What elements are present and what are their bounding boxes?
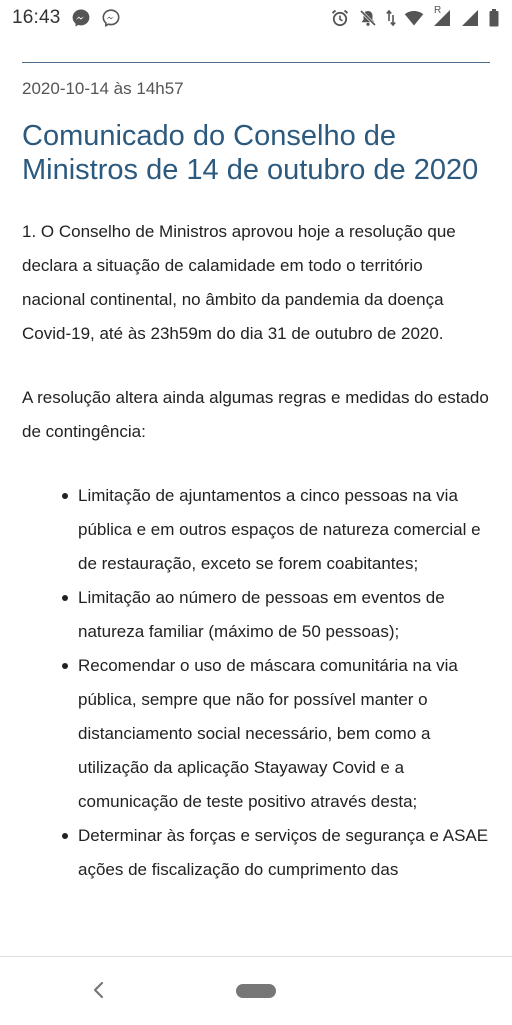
roaming-label: R: [434, 5, 442, 16]
signal-icon: [460, 8, 480, 28]
status-right: [330, 5, 500, 28]
measures-list: [22, 479, 490, 887]
list-item: Limitação de ajuntamentos a cinco pessoas na via pública e em outros espaços de natureza comercial e de restauração, exceto se forem coabitantes;: [62, 479, 490, 581]
roaming-signal-icon: [432, 5, 452, 28]
list-item: Recomendar o uso de máscara comunitária na via pública, sempre que não for possível manter o distanciamento social necessário, bem como a utilização da aplicação Stayaway Covid e a comunicação de teste positivo através desta;: [62, 649, 490, 819]
article-title: Comunicado do Conselho de Ministros de 14 de outubro de 2020: [22, 120, 479, 186]
navigation-bar: [0, 956, 512, 1025]
home-pill-button[interactable]: [236, 984, 276, 998]
back-icon[interactable]: [88, 979, 110, 1001]
article-date: 2020-10-14 às 14h57: [22, 79, 184, 98]
battery-icon: [488, 8, 500, 28]
status-bar: [0, 0, 512, 36]
list-item: Limitação ao número de pessoas em eventos de natureza familiar (máximo de 50 pessoas);: [62, 581, 490, 649]
mute-icon: [358, 8, 378, 28]
messenger-icon: [71, 8, 91, 28]
status-left: [12, 7, 121, 29]
list-item: Determinar às forças e serviços de segurança e ASAE ações de fiscalização do cumprimento das: [62, 819, 490, 887]
messenger-outline-icon: [101, 8, 121, 28]
alarm-icon: [330, 8, 350, 28]
article-paragraph: A resolução altera ainda algumas regras e medidas do estado de contingência:: [22, 388, 489, 441]
header-divider: [22, 62, 490, 63]
article: [22, 62, 490, 887]
data-arrows-icon: [386, 8, 396, 28]
article-paragraph: 1. O Conselho de Ministros aprovou hoje a resolução que declara a situação de calamidade em todo o território nacional continental, no âmbito da pandemia da doença Covid-19, até às 23h59m do dia 31 de outubro de 2020.: [22, 222, 456, 343]
wifi-icon: [404, 8, 424, 28]
status-time: 16:43: [12, 7, 61, 28]
